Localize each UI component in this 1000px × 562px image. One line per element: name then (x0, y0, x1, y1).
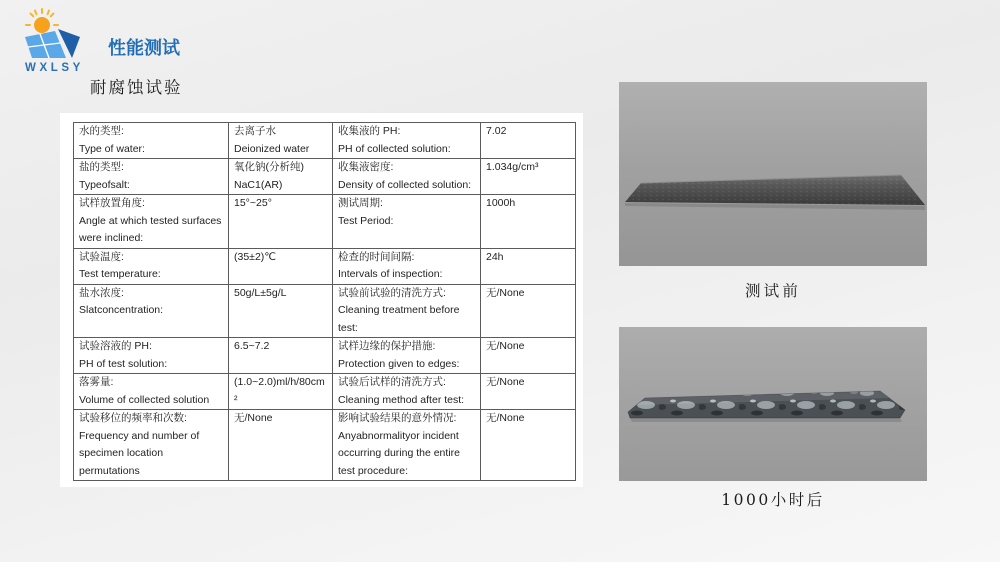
parameter-value: 6.5~7.2 (234, 340, 270, 352)
parameter-label-zh: 试验温度: (79, 250, 124, 263)
parameter-value: 无/None (486, 412, 525, 424)
parameter-cell (333, 159, 481, 195)
value-cell (229, 284, 333, 338)
parameter-value: 24h (486, 250, 504, 263)
value-cell (229, 374, 333, 410)
page-title: 性能测试 (108, 38, 180, 58)
parameter-label-en: Cleaning method after test: (338, 393, 465, 406)
parameter-label-en: Frequency and number of (79, 429, 200, 442)
parameter-label-en: Test temperature: (79, 268, 161, 280)
parameter-label-en: Typeofsalt: (79, 178, 130, 191)
table-row (74, 338, 576, 374)
parameter-label-zh: 测试周期: (338, 197, 383, 209)
parameter-label-zh: 落雾量: (79, 376, 114, 388)
parameter-cell (333, 248, 481, 284)
parameter-label-en: permutations (79, 464, 140, 477)
solar-panel-icon (25, 29, 80, 58)
parameter-label-zh: 试样边缘的保护措施: (338, 340, 436, 352)
parameter-cell (74, 195, 229, 249)
value-cell (229, 195, 333, 249)
parameter-value: 7.02 (486, 125, 507, 137)
parameter-label-en: Cleaning treatment before (338, 304, 460, 316)
parameter-label-en: PH of collected solution: (338, 142, 451, 155)
parameter-label-zh: 盐水浓度: (79, 286, 124, 299)
parameter-cell (74, 123, 229, 159)
parameter-label-zh: 试验移位的频率和次数: (79, 412, 187, 424)
parameter-cell (333, 410, 481, 481)
parameter-label-en: Intervals of inspection: (338, 268, 443, 280)
parameter-cell (74, 248, 229, 284)
parameter-label-zh: 试验溶液的 PH: (79, 340, 152, 352)
parameter-value-unit: ² (234, 393, 238, 406)
parameter-cell (333, 195, 481, 249)
parameter-value: 无/None (234, 412, 273, 424)
value-cell (481, 123, 576, 159)
value-cell (229, 248, 333, 284)
parameter-label-zh: 水的类型: (79, 125, 124, 137)
parameter-label-en: were inclined: (79, 232, 144, 244)
parameter-label-en: Anyabnormalityor incident (338, 429, 459, 442)
parameter-value: 无/None (486, 340, 525, 352)
sun-icon (26, 9, 58, 33)
table-row (74, 374, 576, 410)
before-test-caption: 测试前 (744, 282, 802, 300)
test-conditions-card (60, 113, 583, 487)
parameter-label-zh: 试验后试样的清洗方式: (338, 376, 446, 388)
after-test-caption: 1000小时后 (721, 491, 825, 509)
parameter-label-en: Type of water: (79, 142, 145, 155)
parameter-cell (74, 374, 229, 410)
parameter-label-zh: 收集液密度: (338, 161, 394, 173)
parameter-label-en: test: (338, 321, 358, 334)
value-cell (481, 195, 576, 249)
parameter-label-zh: 收集液的 PH: (338, 125, 401, 137)
parameter-value: 50g/L±5g/L (234, 286, 287, 299)
table-row (74, 248, 576, 284)
parameter-label-en: Test Period: (338, 214, 394, 227)
value-cell (229, 123, 333, 159)
value-cell (481, 284, 576, 338)
value-cell (481, 248, 576, 284)
parameter-cell (74, 284, 229, 338)
value-cell (481, 338, 576, 374)
parameter-label-en: Density of collected solution: (338, 178, 472, 191)
parameter-value-zh: 氧化钠(分析纯) (234, 161, 304, 173)
section-subtitle: 耐腐蚀试验 (90, 78, 183, 97)
parameter-value-en: Deionized water (234, 142, 310, 155)
table-row (74, 410, 576, 481)
parameter-value: 无/None (486, 286, 525, 299)
value-cell (229, 410, 333, 481)
parameter-cell (333, 374, 481, 410)
table-row (74, 159, 576, 195)
test-conditions-table (73, 122, 576, 481)
table-row (74, 284, 576, 338)
parameter-label-en: occurring during the entire (338, 447, 460, 459)
value-cell (481, 159, 576, 195)
table-row (74, 195, 576, 249)
parameter-label-zh: 检查的时间间隔: (338, 250, 415, 263)
parameter-value-zh: 去离子水 (234, 125, 276, 137)
parameter-label-en: Angle at which tested surfaces (79, 214, 222, 227)
parameter-value: 15°~25° (234, 197, 272, 209)
parameter-label-zh: 盐的类型: (79, 161, 124, 173)
parameter-cell (74, 410, 229, 481)
parameter-value: (1.0~2.0)ml/h/80cm (234, 376, 325, 388)
value-cell (229, 338, 333, 374)
parameter-value: 无/None (486, 376, 525, 388)
parameter-label-en: PH of test solution: (79, 357, 168, 370)
parameter-cell (333, 338, 481, 374)
value-cell (229, 159, 333, 195)
after-test-photo (619, 327, 927, 481)
parameter-value: 1000h (486, 197, 516, 209)
after-test-photo-image (619, 327, 927, 481)
value-cell (481, 410, 576, 481)
parameter-label-en: Slatconcentration: (79, 304, 164, 316)
parameter-label-en: test procedure: (338, 464, 409, 477)
parameter-value: 1.034g/cm³ (486, 161, 539, 173)
parameter-label-en: specimen location (79, 447, 164, 459)
logo-text: WXLSY (25, 62, 84, 74)
parameter-value: (35±2)℃ (234, 250, 277, 263)
parameter-cell (333, 284, 481, 338)
parameter-cell (333, 123, 481, 159)
parameter-cell (74, 338, 229, 374)
parameter-label-zh: 影响试验结果的意外情况: (338, 412, 457, 424)
sun-solar-panel-icon (22, 7, 82, 59)
parameter-label-en: Volume of collected solution (79, 393, 210, 406)
before-test-photo-image (619, 82, 927, 266)
parameter-cell (74, 159, 229, 195)
before-test-photo (619, 82, 927, 266)
parameter-label-zh: 试样放置角度: (79, 197, 145, 209)
parameter-value-en: NaC1(AR) (234, 178, 283, 191)
parameter-label-en: Protection given to edges: (338, 357, 460, 370)
value-cell (481, 374, 576, 410)
table-row (74, 123, 576, 159)
parameter-label-zh: 试验前试验的清洗方式: (338, 286, 446, 299)
